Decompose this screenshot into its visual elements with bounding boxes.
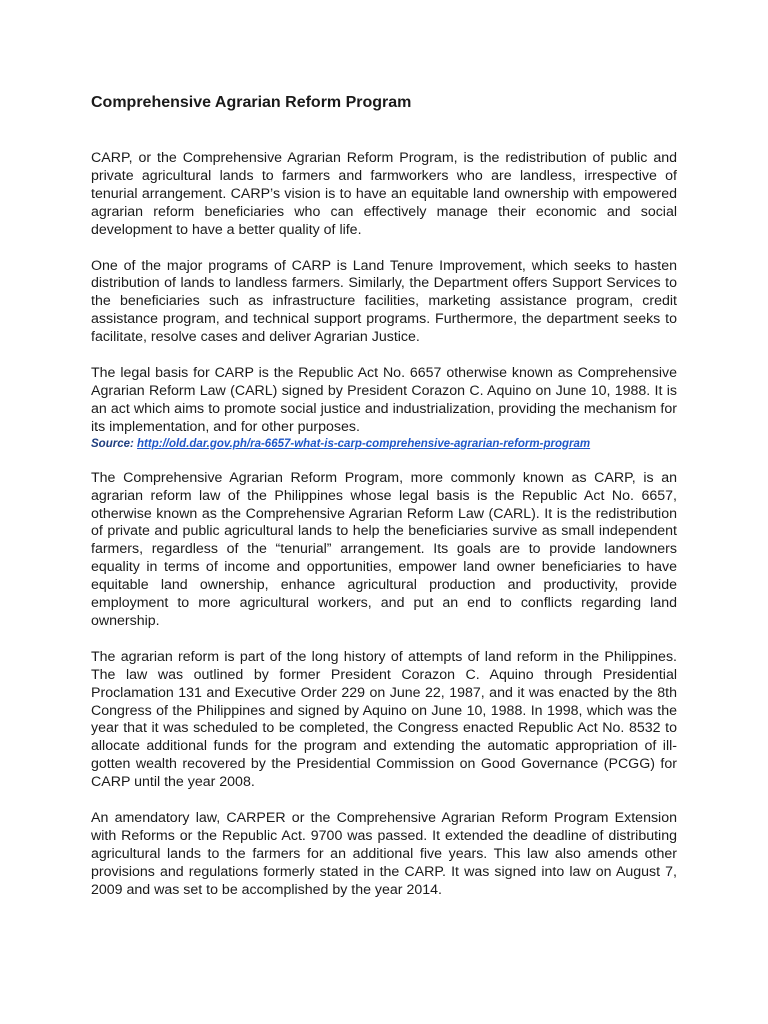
paragraph-history: The agrarian reform is part of the long history of attempts of land reform in the Philippines. The law was outlined by former President Corazon C. Aquino through Presidential Proclamation 131 and Executive Order 229 on June 22, 1987, and it was enacted by the 8th Congress of the Philippines and signed by Aquino on June 10, 1988. In 1998, which was the year that it was scheduled to be completed, the Congress enacted Republic Act No. 8532 to allocate additional funds for the program and extending the automatic appropriation of ill-gotten wealth recovered by the Presidential Commission on Good Governance (PCGG) for CARP until the year 2008. bbox=[91, 648, 677, 791]
paragraph-land-tenure: One of the major programs of CARP is Land Tenure Improvement, which seeks to hasten distribution of lands to landless farmers. Similarly, the Department offers Support Services to the beneficiaries such as infrastructure facilities, marketing assistance program, credit assistance program, and technical support programs. Furthermore, the department seeks to facilitate, resolve cases and deliver Agrarian Justice. bbox=[91, 257, 677, 346]
paragraph-carp-overview: The Comprehensive Agrarian Reform Program, more commonly known as CARP, is an agrarian reform law of the Philippines whose legal basis is the Republic Act No. 6657, otherwise known as the Comprehensive Agrarian Reform Law (CARL). It is the redistribution of private and public agricultural lands to help the beneficiaries survive as small independent farmers, regardless of the “tenurial” arrangement. Its goals are to provide landowners equality in terms of income and opportunities, empower land owner beneficiaries to have equitable land ownership, enhance agricultural production and productivity, provide employment to more agricultural workers, and put an end to conflicts regarding land ownership. bbox=[91, 469, 677, 629]
source-label: Source: bbox=[91, 437, 134, 450]
paragraph-carper: An amendatory law, CARPER or the Comprehensive Agrarian Reform Program Extension with Reforms or the Republic Act. 9700 was passed. It extended the deadline of distributing agricultural lands to the farmers for an additional five years. This law also amends other provisions and regulations formerly stated in the CARP. It was signed into law on August 7, 2009 and was set to be accomplished by the year 2014. bbox=[91, 810, 677, 898]
page-title: Comprehensive Agrarian Reform Program bbox=[91, 94, 412, 111]
source-link[interactable]: http://old.dar.gov.ph/ra-6657-what-is-carp-comprehensive-agrarian-reform-program bbox=[137, 437, 591, 450]
paragraph-legal-basis: The legal basis for CARP is the Republic Act No. 6657 otherwise known as Comprehensive Agrarian Reform Law (CARL) signed by President Corazon C. Aquino on June 10, 1988. It is an act which aims to promote social justice and industrialization, providing the mechanism for its implementation, and for other purposes. bbox=[91, 365, 677, 435]
source-citation bbox=[91, 437, 677, 452]
document-page bbox=[91, 92, 677, 918]
paragraph-carp-definition: CARP, or the Comprehensive Agrarian Reform Program, is the redistribution of public and private agricultural lands to farmers and farmworkers who are landless, irrespective of tenurial arrangement. CARP’s vision is to have an equitable land ownership with empowered agrarian reform beneficiaries who can effectively manage their economic and social development to have a better quality of life. bbox=[91, 150, 677, 238]
